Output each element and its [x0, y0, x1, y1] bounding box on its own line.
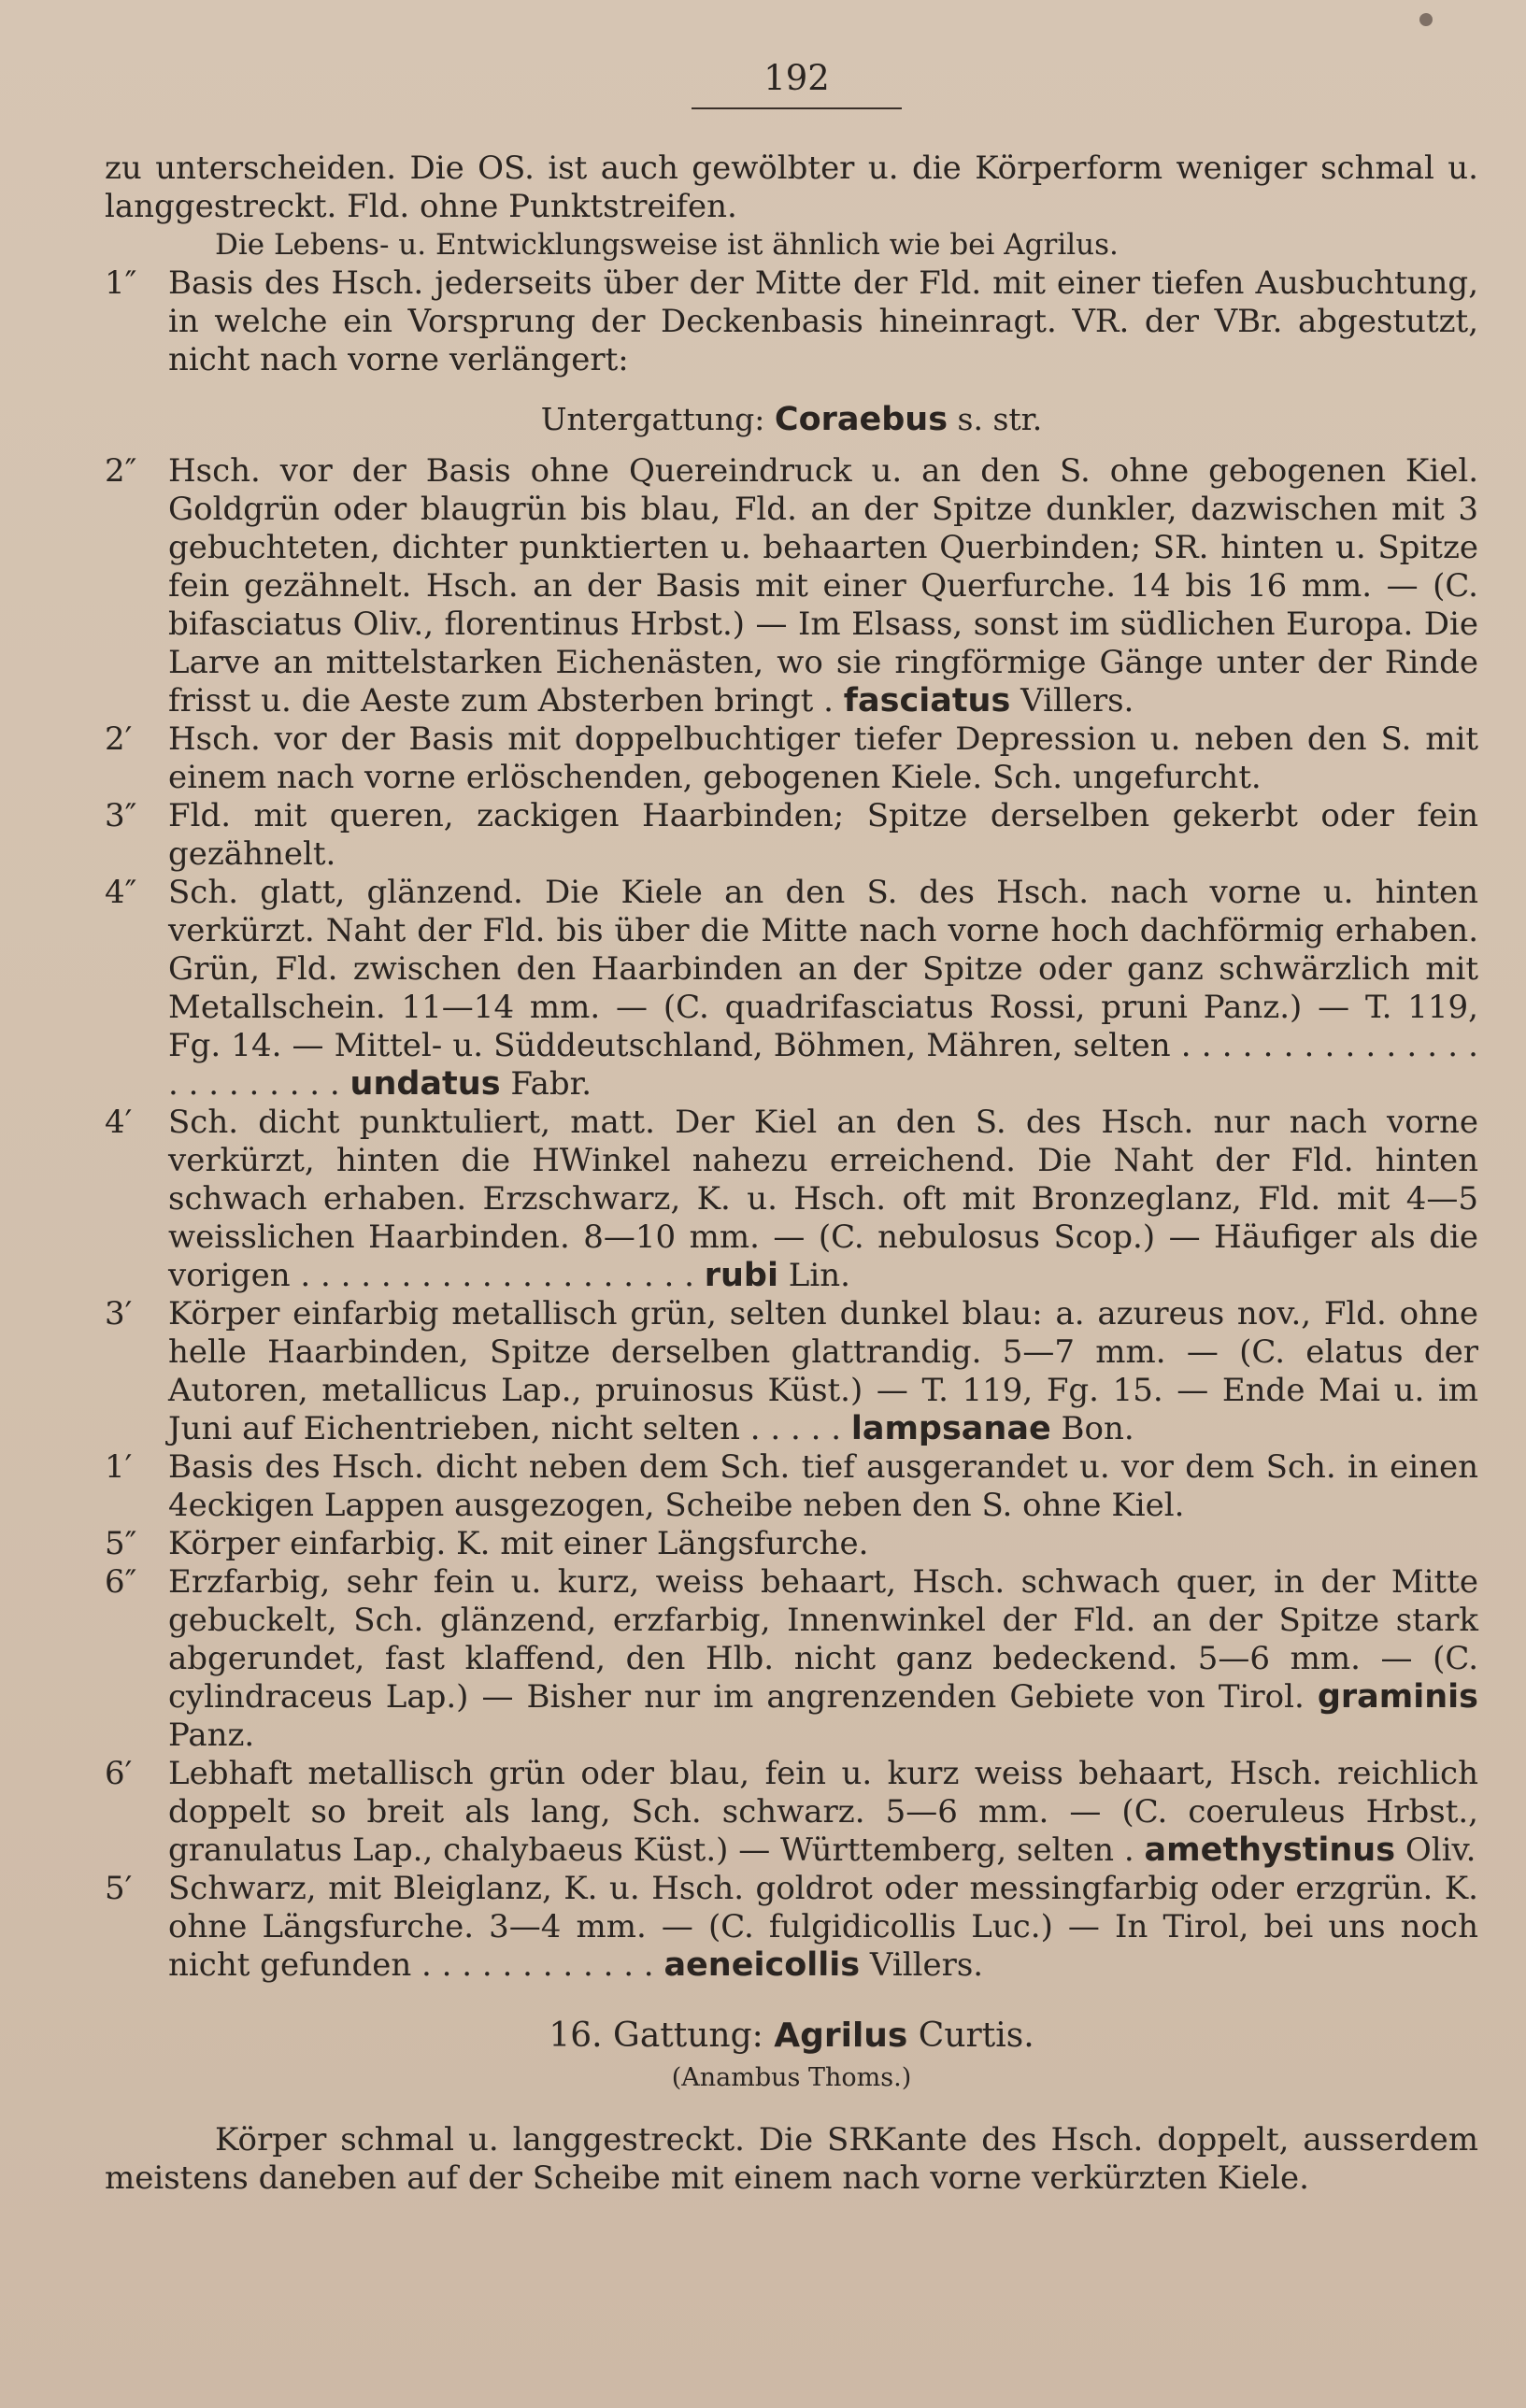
- genus-author: Curtis.: [918, 2016, 1034, 2055]
- key-entry: [105, 1755, 1478, 1870]
- key-entry: [105, 797, 1478, 874]
- species-author: Lin.: [788, 1257, 850, 1294]
- intro-line: zu unterscheiden. Die OS. ist auch gewölbter u. die Körperform weniger schmal u. langgestreckt. Fld. ohne Punktstreifen.: [105, 150, 1478, 225]
- key-number: 2′: [105, 720, 133, 758]
- key-number: 4″: [105, 874, 137, 911]
- key-text: Sch. dicht punktuliert, matt. Der Kiel an den S. des Hsch. nur nach vorne verkürzt, hinten die HWinkel nahezu erreichend. Die Naht der Fld. hinten schwach erhaben. Erzschwarz, K. u. Hsch. oft mit Bronzeglanz, Fld. mit 4—5 weisslichen Haarbinden. 8—10 mm. — (C. nebulosus Scop.) — Häufiger als die vorigen . . . . . . . . . . . . . . . . . . . .: [168, 1104, 1478, 1294]
- ink-spot: [1419, 13, 1433, 26]
- subgenus-heading: [105, 400, 1478, 439]
- species-name: lampsanae: [850, 1410, 1051, 1447]
- key-number: 5′: [105, 1870, 133, 1907]
- key-text-block: [168, 720, 1478, 797]
- species-author: Bon.: [1061, 1410, 1134, 1447]
- key-text: Basis des Hsch. jederseits über der Mitte der Fld. mit einer tiefen Ausbuchtung, in welche ein Vorsprung der Deckenbasis hineinragt. VR. der VBr. abgestutzt, nicht nach vorne verlängert:: [168, 264, 1478, 378]
- intro-note: Die Lebens- u. Entwicklungsweise ist ähnlich wie bei Agrilus.: [215, 228, 1119, 262]
- key-number: 1′: [105, 1448, 133, 1486]
- key-text-block: [168, 1870, 1478, 1985]
- key-entry: [105, 720, 1478, 797]
- page-number: 192: [692, 58, 902, 109]
- page-content: [105, 150, 1478, 2198]
- key-entry-1a: [105, 264, 1478, 379]
- key-entry: [105, 1525, 1478, 1563]
- species-author: Villers.: [869, 1946, 984, 1984]
- subgenus-suffix: s. str.: [957, 401, 1043, 437]
- subgenus-name: Coraebus: [774, 401, 948, 438]
- key-text-block: [168, 1525, 1478, 1563]
- species-name: graminis: [1317, 1678, 1478, 1716]
- species-name: aeneicollis: [663, 1946, 861, 1984]
- key-text: Hsch. vor der Basis ohne Quereindruck u. an den S. ohne gebogenen Kiel. Goldgrün oder blaugrün bis blau, Fld. an der Spitze dunkler, dazwischen mit 3 gebuchteten, dichter punktierten u. behaarten Querbinden; SR. hinten u. Spitze fein gezähnelt. Hsch. an der Basis mit einer Querfurche. 14 bis 16 mm. — (C. bifasciatus Oliv., florentinus Hrbst.) — Im Elsass, sonst im südlichen Europa. Die Larve an mittelstarken Eichenästen, wo sie ringförmige Gänge unter der Rinde frisst u. die Aeste zum Absterben bringt .: [168, 452, 1478, 720]
- key-text: Basis des Hsch. dicht neben dem Sch. tief ausgerandet u. vor dem Sch. in einen 4eckigen Lappen ausgezogen, Scheibe neben den S. ohne Kiel.: [168, 1448, 1478, 1524]
- key-number: 6′: [105, 1755, 133, 1792]
- key-text: Hsch. vor der Basis mit doppelbuchtiger tiefer Depression u. neben den S. mit einem nach vorne erlöschenden, gebogenen Kiele. Sch. ungefurcht.: [168, 720, 1478, 796]
- key-text: Körper einfarbig metallisch grün, selten dunkel blau: a. azureus nov., Fld. ohne helle Haarbinden, Spitze derselben glattrandig. 5—7 mm. — (C. elatus der Autoren, metallicus Lap., pruinosus Küst.) — T. 119, Fg. 15. — Ende Mai u. im Juni auf Eichentrieben, nicht selten . . . . .: [168, 1295, 1478, 1447]
- genus-description: Körper schmal u. langgestreckt. Die SRKante des Hsch. doppelt, ausserdem meistens daneben auf der Scheibe mit einem nach vorne verkürzten Kiele.: [105, 2121, 1478, 2197]
- key-entry: [105, 1563, 1478, 1755]
- key-text-block: [168, 797, 1478, 874]
- key-text-block: [168, 874, 1478, 1104]
- genus-synonym: (Anambus Thoms.): [671, 2063, 912, 2092]
- key-text-block: [168, 1563, 1478, 1755]
- key-number: 3′: [105, 1295, 133, 1332]
- key-entry: [105, 1448, 1478, 1525]
- species-author: Villers.: [1020, 682, 1134, 720]
- key-text-block: [168, 1755, 1478, 1870]
- key-number: 1″: [105, 264, 137, 302]
- genus-label: 16. Gattung:: [549, 2016, 763, 2055]
- species-name: fasciatus: [843, 682, 1011, 720]
- key-entry: [105, 1104, 1478, 1295]
- key-entry: [105, 1295, 1478, 1448]
- key-text: Körper einfarbig. K. mit einer Längsfurche.: [168, 1525, 869, 1562]
- identification-key: [105, 452, 1478, 1985]
- key-text: Erzfarbig, sehr fein u. kurz, weiss behaart, Hsch. schwach quer, in der Mitte gebuckelt, Sch. glänzend, erzfarbig, Innenwinkel der Fld. an der Spitze stark abgerundet, fast klaffend, den Hlb. nicht ganz bedeckend. 5—6 mm. — (C. cylindraceus Lap.) — Bisher nur im angrenzenden Gebiete von Tirol.: [168, 1563, 1478, 1716]
- key-text-block: [168, 452, 1478, 720]
- key-number: 6″: [105, 1563, 137, 1601]
- species-author: Panz.: [168, 1717, 255, 1754]
- key-text: Schwarz, mit Bleiglanz, K. u. Hsch. goldrot oder messingfarbig oder erzgrün. K. ohne Längsfurche. 3—4 mm. — (C. fulgidicollis Luc.) — In Tirol, bei uns noch nicht gefunden . . . . . . . . . . . .: [168, 1870, 1478, 1984]
- key-number: 4′: [105, 1104, 133, 1141]
- genus-heading: [105, 2016, 1478, 2055]
- key-text: Sch. glatt, glänzend. Die Kiele an den S. des Hsch. nach vorne u. hinten verkürzt. Naht der Fld. bis über die Mitte nach vorne hoch dachförmig erhaben. Grün, Fld. zwischen den Haarbinden an der Spitze oder ganz schwärzlich mit Metallschein. 11—14 mm. — (C. quadrifasciatus Rossi, pruni Panz.) — T. 119, Fg. 14. — Mittel- u. Süddeutschland, Böhmen, Mähren, selten . . . . . . . . . . . . . . . . . . . . . . . .: [168, 874, 1478, 1103]
- key-text-block: [168, 1448, 1478, 1525]
- species-name: amethystinus: [1144, 1831, 1396, 1869]
- key-number: 3″: [105, 797, 137, 834]
- genus-name: Agrilus: [774, 2016, 908, 2055]
- key-number: 5″: [105, 1525, 137, 1562]
- species-name: undatus: [349, 1065, 501, 1103]
- key-entry: [105, 452, 1478, 720]
- key-text-block: [168, 1295, 1478, 1448]
- key-entry: [105, 1870, 1478, 1985]
- species-author: Oliv.: [1405, 1831, 1476, 1869]
- key-text-block: [168, 1104, 1478, 1295]
- key-text: Fld. mit queren, zackigen Haarbinden; Spitze derselben gekerbt oder fein gezähnelt.: [168, 797, 1478, 873]
- species-name: rubi: [704, 1257, 778, 1294]
- key-entry: [105, 874, 1478, 1104]
- subgenus-label: Untergattung:: [540, 401, 765, 437]
- species-author: Fabr.: [510, 1065, 592, 1103]
- key-number: 2″: [105, 452, 137, 490]
- key-text: Lebhaft metallisch grün oder blau, fein u. kurz weiss behaart, Hsch. reichlich doppelt so breit als lang, Sch. schwarz. 5—6 mm. — (C. coeruleus Hrbst., granulatus Lap., chalybaeus Küst.) — Württemberg, selten .: [168, 1755, 1478, 1869]
